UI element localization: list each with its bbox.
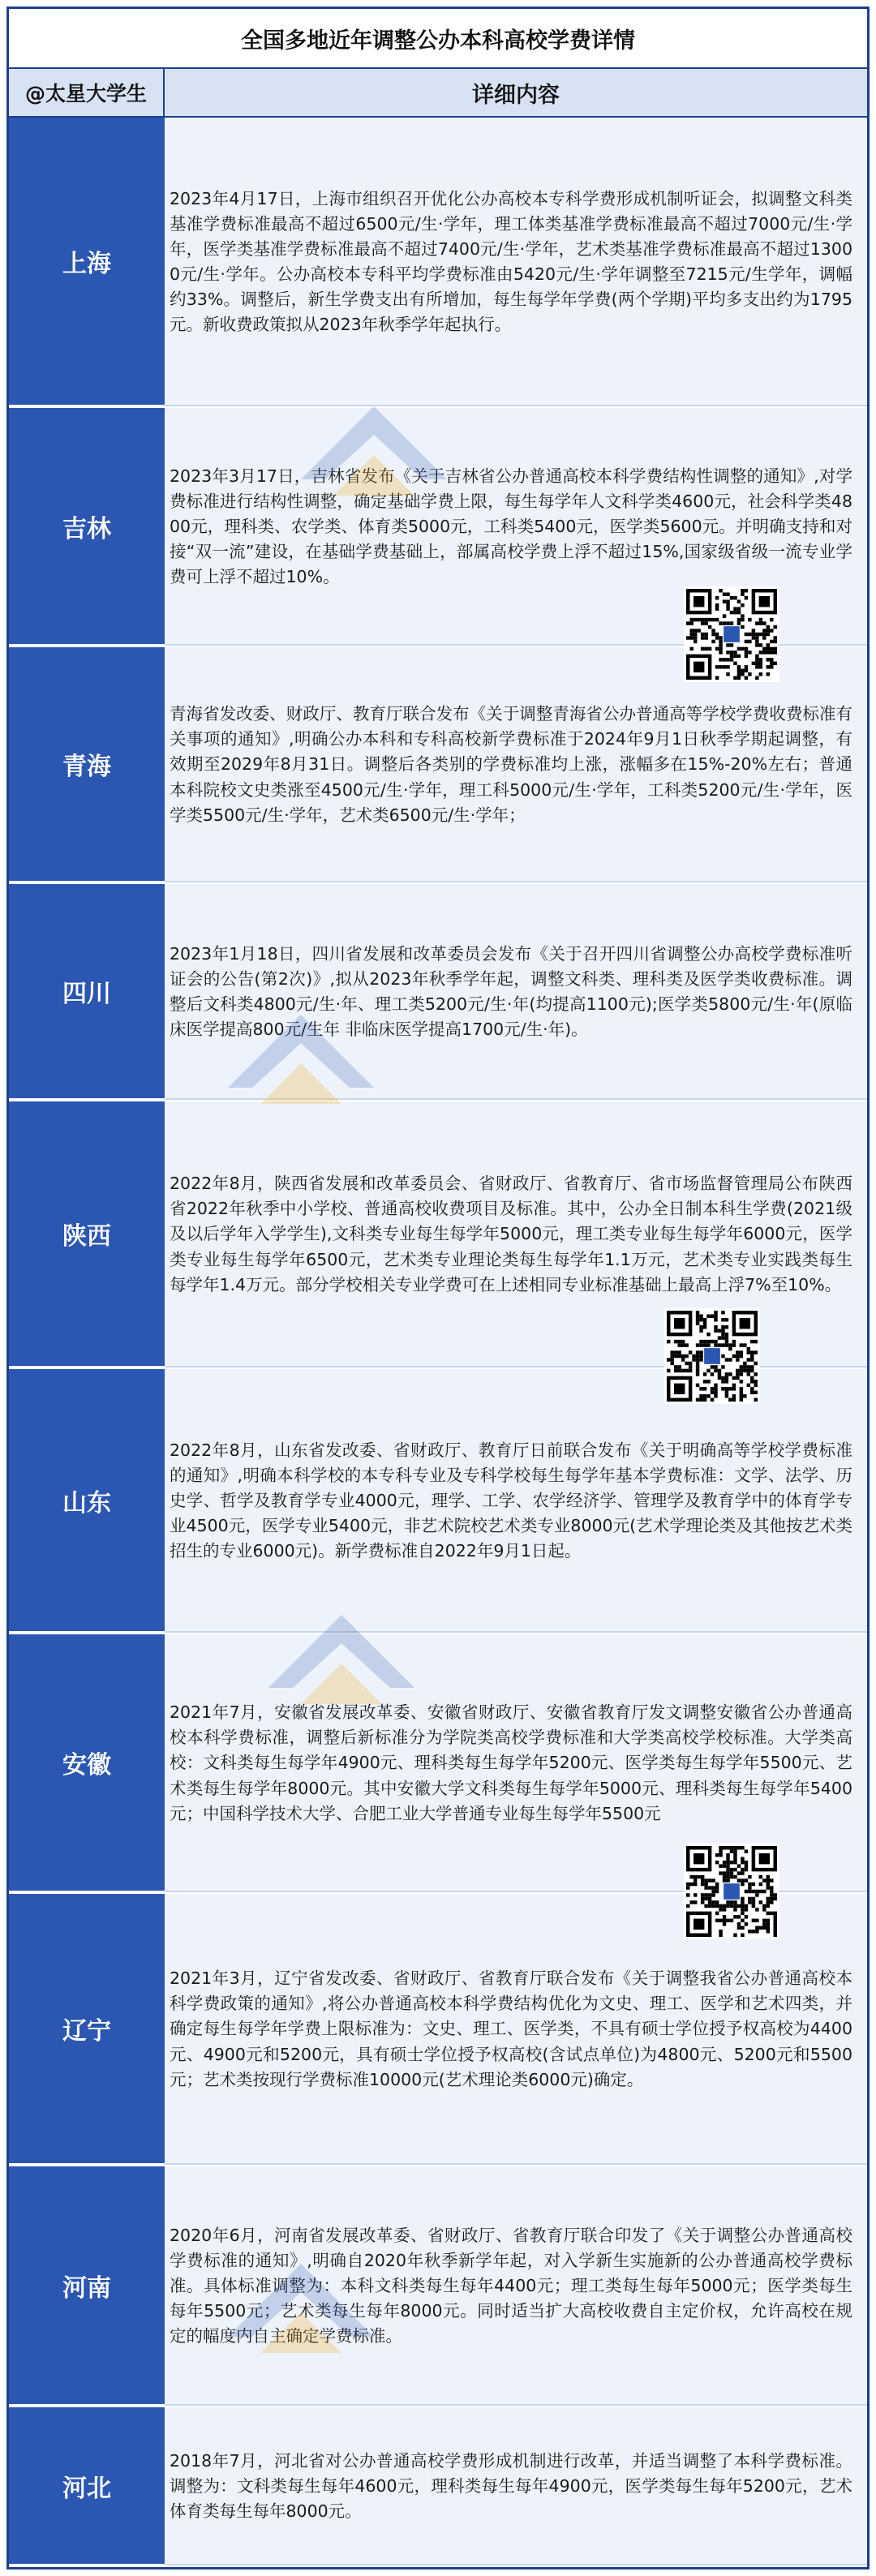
detail-cell [165,647,867,882]
province-cell: 河北 [9,2407,165,2565]
detail-text: 2023年1月18日，四川省发展和改革委员会发布《关于召开四川省调整公办高校学费标准听证会的公告(第2次)》,拟从2023年秋季学年起，调整文科类、理科类及医学类收费标准。调整后文科类4800元/生·年、理工类5200元/生·年(均提高1100元);医学类5800元/生·年(原临床医学提高800元/生年 非临床医学提高1700元/生·年)。 [170,943,852,1040]
province-cell: 青海 [9,647,165,882]
table-row [9,647,867,884]
province-cell: 吉林 [9,408,165,646]
header-detail: 详细内容 [472,82,560,108]
qr-code-icon [664,1308,760,1404]
detail-text: 2023年3月17日，吉林省发布《关于吉林省公办普通高校本科学费结构性调整的通知》,对学费标准进行结构性调整，确定基础学费上限，每生每学年人文科学类4600元，社会科学类4800元，理科类、农学类、体育类5000元，工科类5400元，医学类5600元。并明确支持和对接“双一流”建设，在基础学费基础上，部属高校学费上浮不超过15%,国家级省级一流专业学费可上浮不超过10%。 [170,466,852,587]
province-cell: 四川 [9,884,165,1100]
province-cell: 陕西 [9,1101,165,1367]
detail-cell [165,2407,867,2565]
detail-cell [165,118,867,406]
detail-cell [165,2166,867,2406]
table-row [9,118,867,408]
fee-table [6,6,870,2570]
detail-text: 青海省发改委、财政厅、教育厅联合发布《关于调整青海省公办普通高等学校学费收费标准有关事项的通知》,明确公办本科和专科高校新学费标准于2024年9月1日秋季学期起调整，有效期至2029年8月31日。调整后各类别的学费标准均上涨，涨幅多在15%-20%左右；普通本科院校文史类涨至4500元/生·学年，理工科5000元/生·学年，工科类5200元/生·学年，医学类5500元/生·学年，艺术类6500元/生·学年； [170,704,852,825]
page-title: 全国多地近年调整公办本科高校学费详情 [9,9,867,69]
qr-code-icon [684,1844,779,1939]
qr-code-icon [684,586,779,682]
table-row [9,884,867,1101]
province-cell: 山东 [9,1369,165,1633]
detail-cell [165,1101,867,1367]
detail-text: 2020年6月，河南省发展改革委、省财政厅、省教育厅联合印发了《关于调整公办普通高校学费标准的通知》,明确自2020年秋季新学年起，对入学新生实施新的公办普通高校学费标准。具体标准调整为：本科文科类每生每年4400元；理工类每生每年5000元；医学类每生每年5500元；艺术类每生每年8000元。同时适当扩大高校收费自主定价权，允许高校在规定的幅度内自主确定学费标准。 [170,2225,852,2346]
province-cell: 上海 [9,118,165,406]
header-source: @太星大学生 [9,69,165,116]
province-cell: 河南 [9,2166,165,2406]
province-cell: 安徽 [9,1634,165,1892]
table-header [9,69,867,118]
province-cell: 辽宁 [9,1894,165,2165]
detail-text: 2021年7月，安徽省发展改革委、安徽省财政厅、安徽省教育厅发文调整安徽省公办普通高校本科学费标准，调整后新标准分为学院类高校学费标准和大学类高校学校标准。大学类高校：文科类每生每学年4900元、理科类每生每学年5200元、医学类每生每学年5500元、艺术类每生每学年8000元。其中安徽大学文科类每生每学年5000元、理科类每生每学年5400元；中国科学技术大学、合肥工业大学普通专业每生每学年5500元 [170,1702,852,1823]
detail-text: 2022年8月，山东省发改委、省财政厅、教育厅日前联合发布《关于明确高等学校学费标准的通知》,明确本科学校的本专科专业及专科学校每生每学年基本学费标准：文学、法学、历史学、哲学及教育学专业4000元，理学、工学、农学经济学、管理学及教育学中的体育学专业4500元，医学专业5400元，非艺术院校艺术类专业8000元(艺术学理论类及其他按艺术类招生的专业6000元)。新学费标准自2022年9月1日起。 [170,1440,852,1561]
table-row [9,2166,867,2407]
detail-cell [165,1369,867,1633]
detail-text: 2023年4月17日，上海市组织召开优化公办高校本专科学费形成机制听证会，拟调整文科类基准学费标准最高不超过6500元/生·学年，理工体类基准学费标准最高不超过7000元/生·学年，医学类基准学费标准最高不超过7400元/生·学年，艺术类基准学费标准最高不超过13000元/生·学年。公办高校本专科平均学费标准由5420元/生·学年调整至7215元/生学年，调幅约33%。调整后，新生学费支出有所增加，每生每学年学费(两个学期)平均多支出约为1795元。新收费政策拟从2023年秋季学年起执行。 [170,188,852,335]
detail-cell [165,884,867,1100]
detail-text: 2021年3月，辽宁省发改委、省财政厅、省教育厅联合发布《关于调整我省公办普通高校本科学费政策的通知》,将公办普通高校本科学费结构优化为文史、理工、医学和艺术四类，并确定每生每学年学费上限标准为：文史、理工、医学类，不具有硕士学位授予权高校为4400元、4900元和5200元，具有硕士学位授予权高校(含试点单位)为4800元、5200元和5500元；艺术类按现行学费标准10000元(艺术理论类6000元)确定。 [170,1968,852,2089]
detail-text: 2018年7月，河北省对公办普通高校学费形成机制进行改革，并适当调整了本科学费标准。调整为：文科类每生每年4600元，理科类每生每年4900元，医学类每生每年5200元，艺术体育类每生每年8000元。 [170,2450,852,2522]
detail-text: 2022年8月，陕西省发展和改革委员会、省财政厅、省教育厅、省市场监督管理局公布陕西省2022年秋季中小学校、普通高校收费项目及标准。其中，公办全日制本科生学费(2021级及以后学年入学学生),文科类专业每生每学年5000元，理工类专业每生每学年6000元，医学类专业每生每学年6500元，艺术类专业理论类每生每学年1.1万元，艺术类专业实践类每生每学年1.4万元。部分学校相关专业学费可在上述相同专业标准基础上最高上浮7%至10%。 [170,1174,852,1294]
table-row [9,1369,867,1634]
table-row [9,2407,867,2567]
